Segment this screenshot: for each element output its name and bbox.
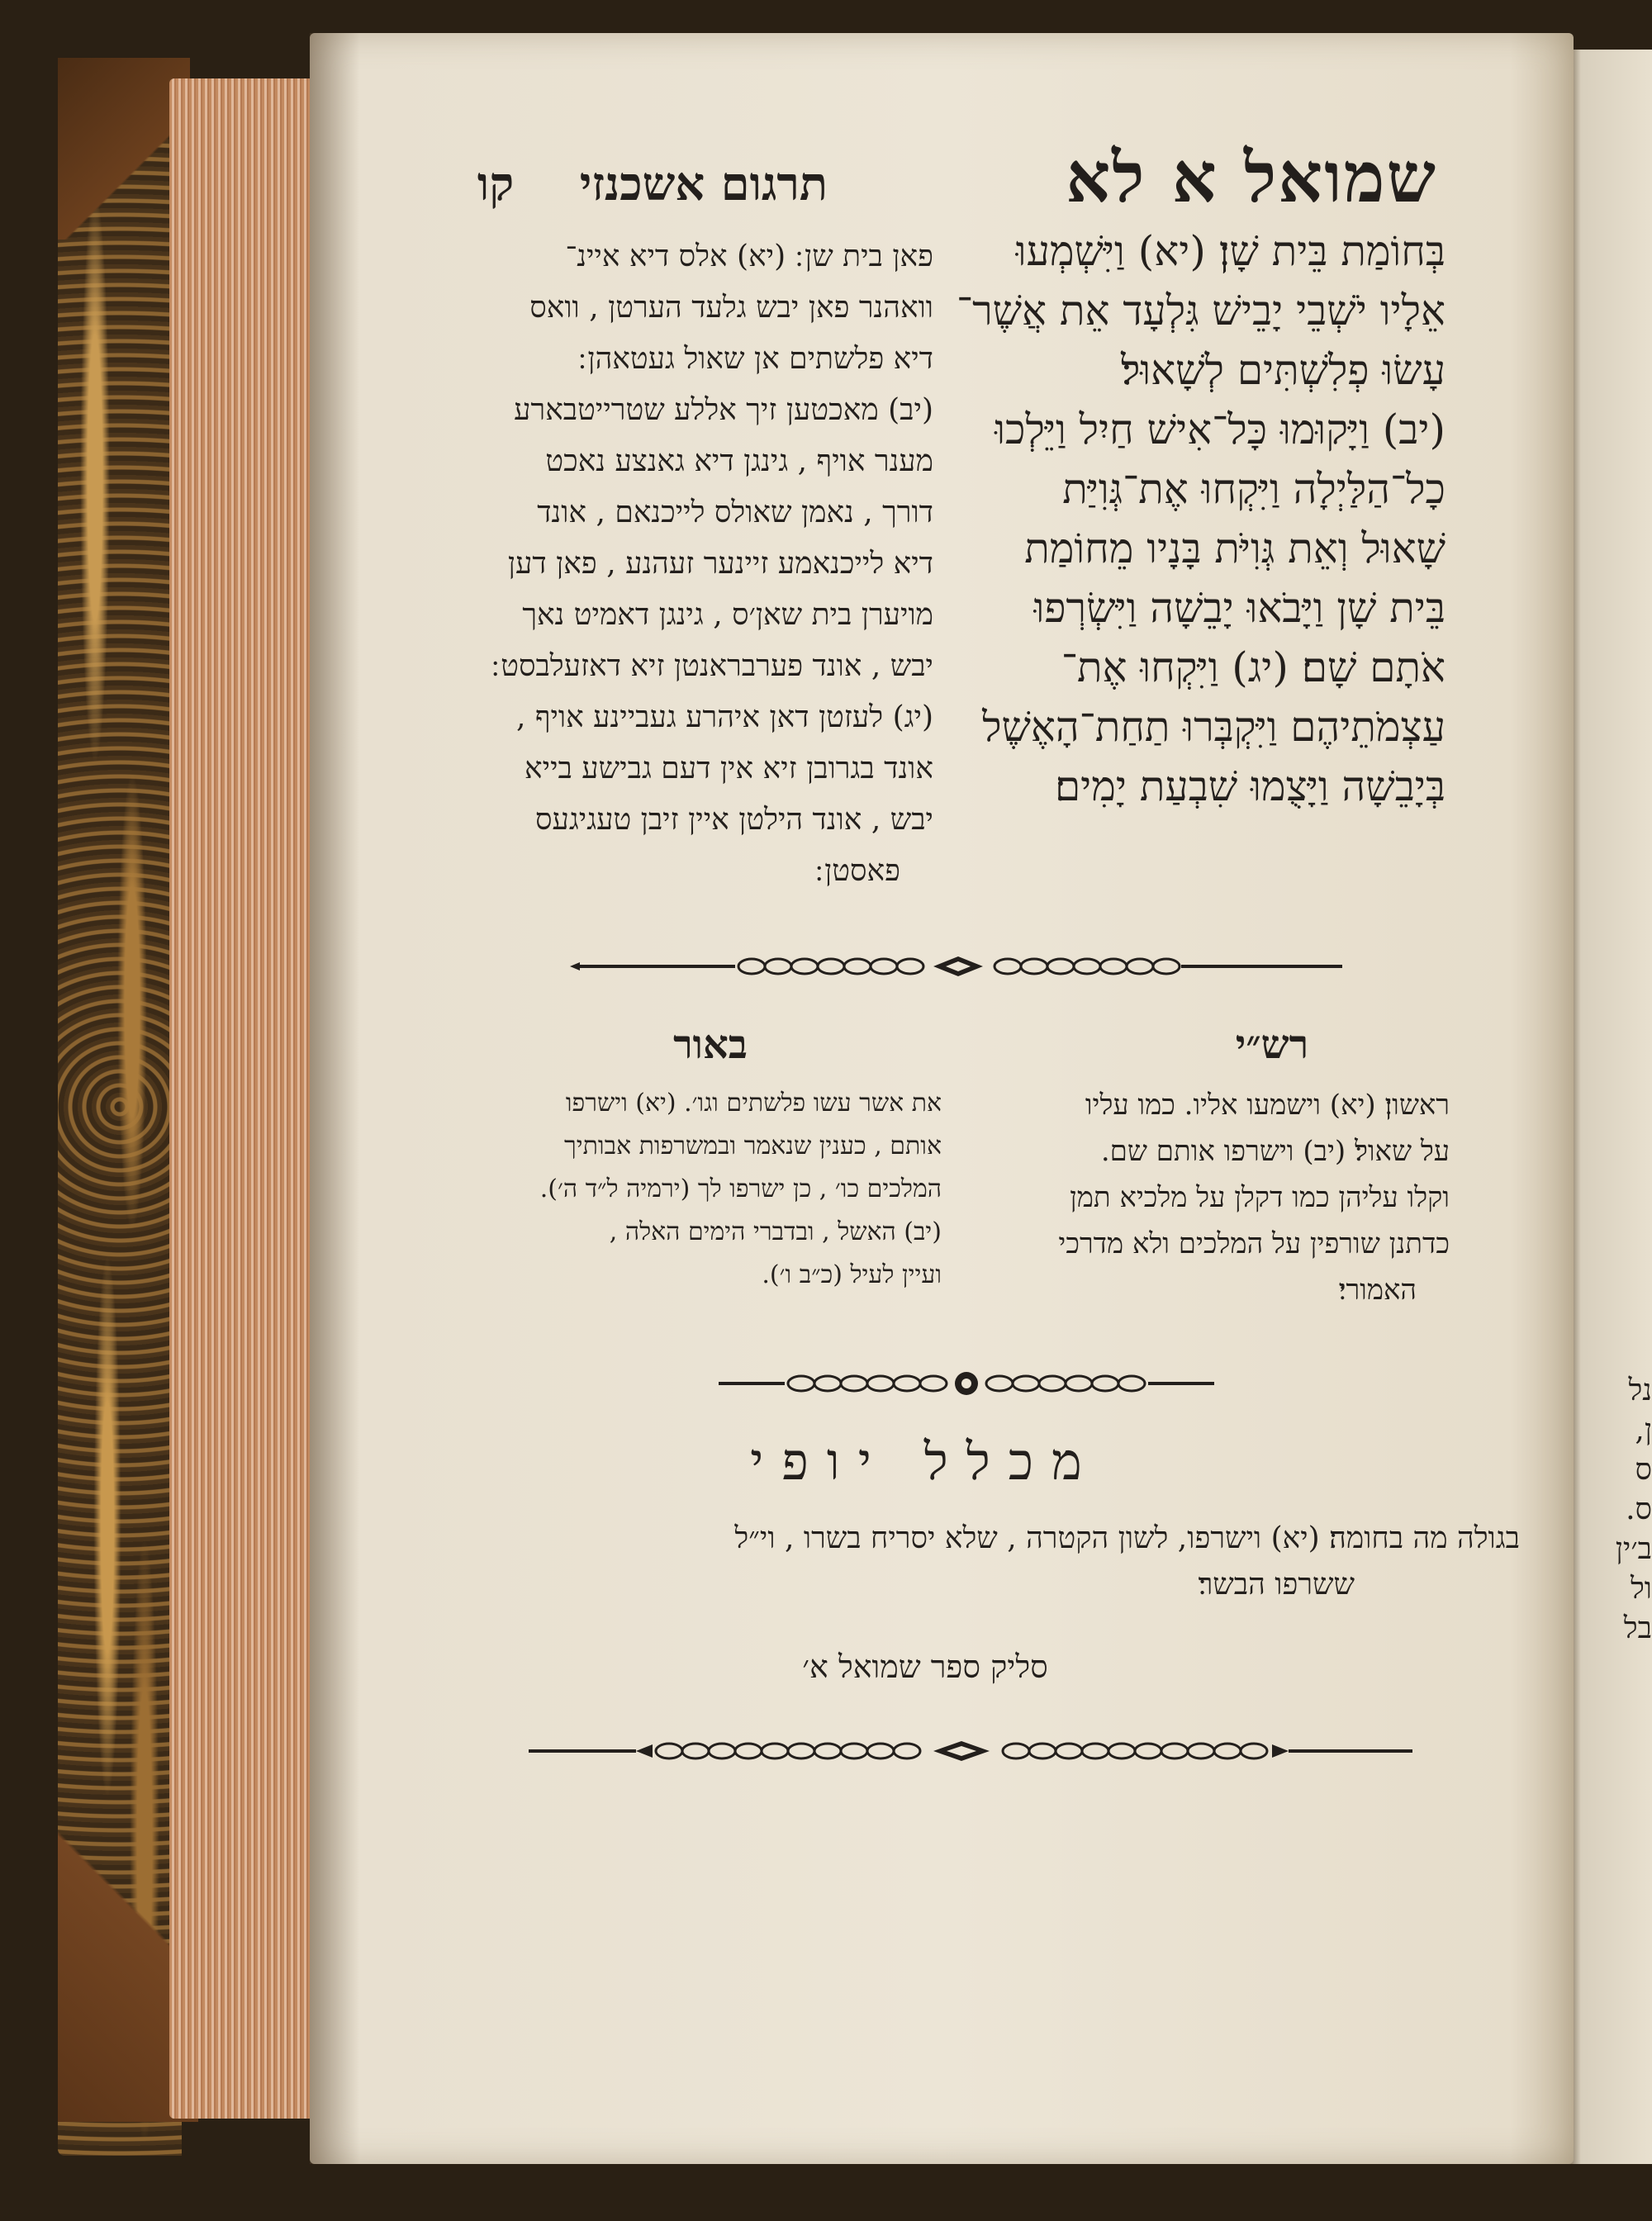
targum-ashkenazi-text	[405, 231, 933, 897]
adjacent-page	[1565, 50, 1652, 2164]
text-line: בְּחוֹמַת בֵּית שָׁן׃ (יא) וַיִּשְׁמְעוּ	[1015, 227, 1446, 275]
mikhlal-yofi-heading: מכלל יופי	[750, 1431, 1100, 1492]
adjacent-line: ס.	[1626, 1493, 1652, 1526]
running-head-hebrew: שמואל א לא	[1066, 136, 1437, 218]
text-line: (יב) וַיָּקוּמוּ כָּל־אִישׁ חַיִל וַיֵּלְכוּ	[995, 406, 1446, 453]
text-line: פאסטן ׃	[814, 854, 900, 888]
text-line: על שאול׃ (יב) וישרפו אותם שם.	[1100, 1135, 1450, 1168]
text-line: ראשון׃ (יא) וישמעו אליו. כמו עליו	[1085, 1089, 1450, 1122]
ornament-divider-middle	[719, 1367, 1214, 1400]
text-line: יבש , אונד פערבראנטן זיא דאזעלבסט ׃	[491, 649, 933, 683]
text-line: המלכים כו׳ , כן ישרפו לך (ירמיה ל״ד ה׳).	[539, 1175, 942, 1203]
text-line: בְּיָבֵשָׁה וַיָּצֻמוּ שִׁבְעַת יָמִים׃	[1054, 762, 1446, 810]
adjacent-line: בל	[1623, 1611, 1652, 1645]
adjacent-page-text	[1594, 1371, 1652, 1649]
text-line: דורך , נאמן שאולס לייכנאם , אונד	[537, 496, 933, 529]
text-line: מויערן בית שאן׳ס , גינגן דאמיט נאך	[522, 598, 933, 632]
hebrew-biblical-text	[956, 221, 1446, 816]
page-gutter-shadow	[310, 33, 359, 2164]
biur-heading: באור	[673, 1022, 748, 1068]
text-line: וקלו עליהן כמו דקלן על מלכיא תמן	[1070, 1181, 1450, 1214]
text-line: עַצְמֹתֵיהֶם וַיִּקְבְּרוּ תַחַת־הָאֶשֶׁל	[982, 703, 1446, 751]
text-line: ששרפו הבשר׃	[1198, 1568, 1355, 1602]
text-line: דיא פלשתים אן שאול געטאהן ׃	[577, 342, 933, 376]
text-line: אֵלָיו יֹשְׁבֵי יָבֵישׁ גִּלְעָד אֵת אֲשֶׁר־	[956, 287, 1446, 335]
text-line: דיא לייכנאמע זיינער זעהנע , פאן דען	[507, 547, 933, 581]
text-line: בֵּית שָׁן וַיָּבֹאוּ יָבֵשָׁה וַיִּשְׂרְפוּ	[1033, 584, 1446, 632]
rashi-commentary	[987, 1082, 1450, 1313]
text-line: עָשׂוּ פְלִשְׁתִּים לְשָׁאוּל׃	[1120, 346, 1446, 394]
text-line: האמורי׃	[1338, 1274, 1417, 1307]
text-line: ועיין לעיל (כ״ב ו׳).	[762, 1260, 942, 1289]
adjacent-line: ול	[1630, 1572, 1652, 1606]
mikhlal-yofi-commentary	[413, 1516, 1520, 1608]
text-line: (יג) לעזטן דאן איהרע געביינע אויף ,	[515, 700, 933, 734]
book-colophon: סליק ספר שמואל א׳	[802, 1649, 1048, 1685]
text-line: את אשר עשו פלשתים וגו׳. (יא) וישרפו	[565, 1089, 942, 1118]
text-line: וואהנר פאן יבש גלעד הערטן , וואס	[529, 291, 933, 325]
ornament-divider-bottom	[529, 1735, 1421, 1768]
running-head-targum	[430, 155, 876, 213]
text-line: אֹתָם שָׁם׃ (יג) וַיִּקְחוּ אֶת־	[1061, 643, 1446, 691]
text-line: כָל־הַלַּיְלָה וַיִּקְחוּ אֶת־גְּוִיַּת	[1062, 465, 1446, 513]
text-line: בגולה מה בחומה׃ (יא) וישרפו, לשון הקטרה , שלא יסריח בשרו , וי״ל	[734, 1521, 1520, 1555]
text-line: שָׁאוּל וְאֵת גְּוִיֹּת בָּנָיו מֵחוֹמַת	[1024, 524, 1446, 572]
text-line: פאן בית שן ׃ (יא) אלס דיא איינ־	[565, 240, 933, 273]
ornament-divider-top	[570, 950, 1355, 983]
adjacent-line: ב׳ין	[1615, 1532, 1652, 1566]
targum-title: תרגום אשכנזי	[579, 157, 828, 211]
text-line: כדתנן שורפין על המלכים ולא מדרכי	[1058, 1227, 1450, 1260]
text-line: (יב) האשל , ובדברי הימים האלה ,	[609, 1217, 942, 1246]
text-line: (יב) מאכטען זיך אללע שטרייטבארע	[514, 393, 933, 427]
biur-commentary	[413, 1082, 942, 1297]
adjacent-line: נל	[1628, 1374, 1652, 1407]
text-line: אותם , כענין שנאמר ובמשרפות אבותיך	[564, 1132, 942, 1160]
text-line: מענר אויף , גינגן דיא גאנצע נאכט	[545, 444, 933, 478]
adjacent-line: ס	[1635, 1453, 1652, 1487]
text-line: אונד בגרובן זיא אין דעם גבישע בייא	[525, 752, 933, 785]
rashi-heading: רש״י	[1235, 1022, 1309, 1068]
folio-number: קו	[477, 157, 515, 211]
adjacent-line: ן,	[1635, 1413, 1652, 1447]
text-line: יבש , אונד הילטן איין זיבן טעגיגעס	[535, 803, 933, 837]
